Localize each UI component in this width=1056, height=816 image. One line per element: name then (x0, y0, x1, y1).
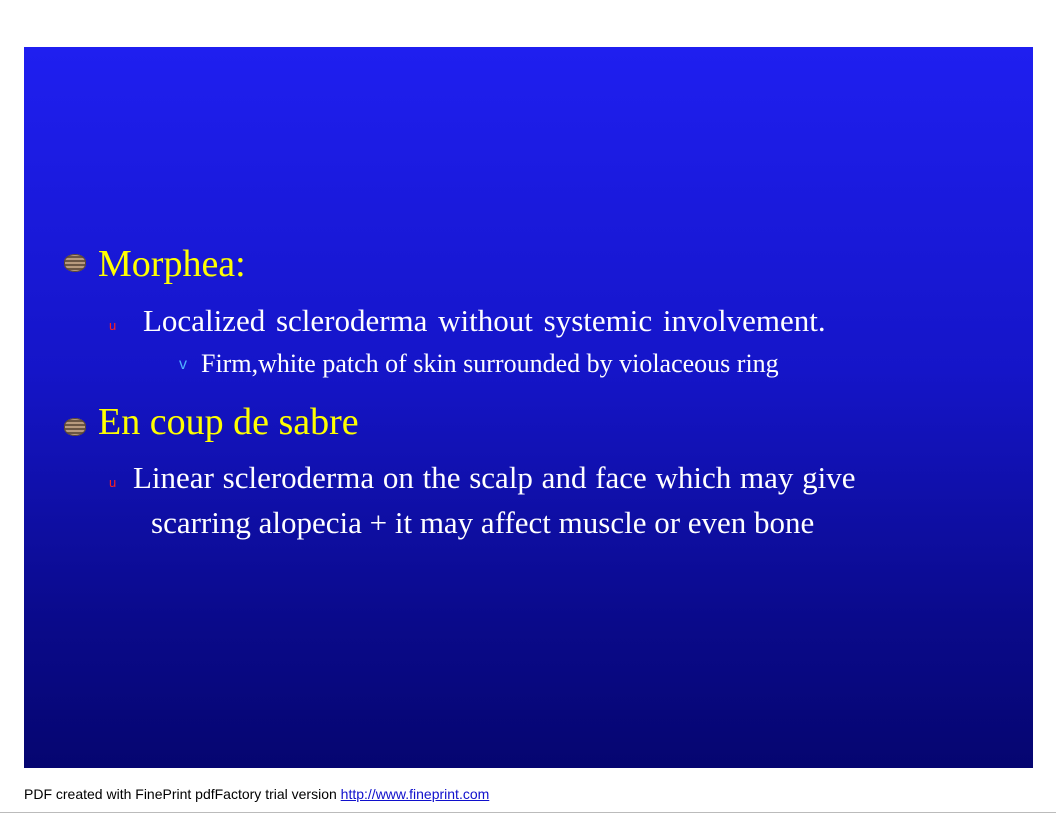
striped-bullet-icon (64, 418, 86, 436)
page-divider (0, 812, 1056, 813)
subsub-bullet-marker: v (179, 356, 187, 373)
striped-bullet-icon (64, 254, 86, 272)
sub-bullet-marker: u (109, 475, 117, 490)
sub-bullet-marker: u (109, 318, 117, 333)
fineprint-link[interactable]: http://www.fineprint.com (340, 786, 490, 802)
pdf-footer (24, 786, 489, 802)
sabre-description-line2: scarring alopecia + it may affect muscle or even bone (151, 505, 815, 540)
sabre-description-line1: Linear scleroderma on the scalp and face which may give (133, 460, 856, 495)
morphea-description: Localized scleroderma without systemic involvement. (143, 303, 826, 338)
morphea-detail: Firm,white patch of skin surrounded by violaceous ring (201, 349, 779, 378)
heading-morphea: Morphea: (98, 243, 246, 285)
footer-text: PDF created with FinePrint pdfFactory trial version (24, 786, 337, 802)
heading-en-coup-de-sabre: En coup de sabre (98, 401, 359, 443)
